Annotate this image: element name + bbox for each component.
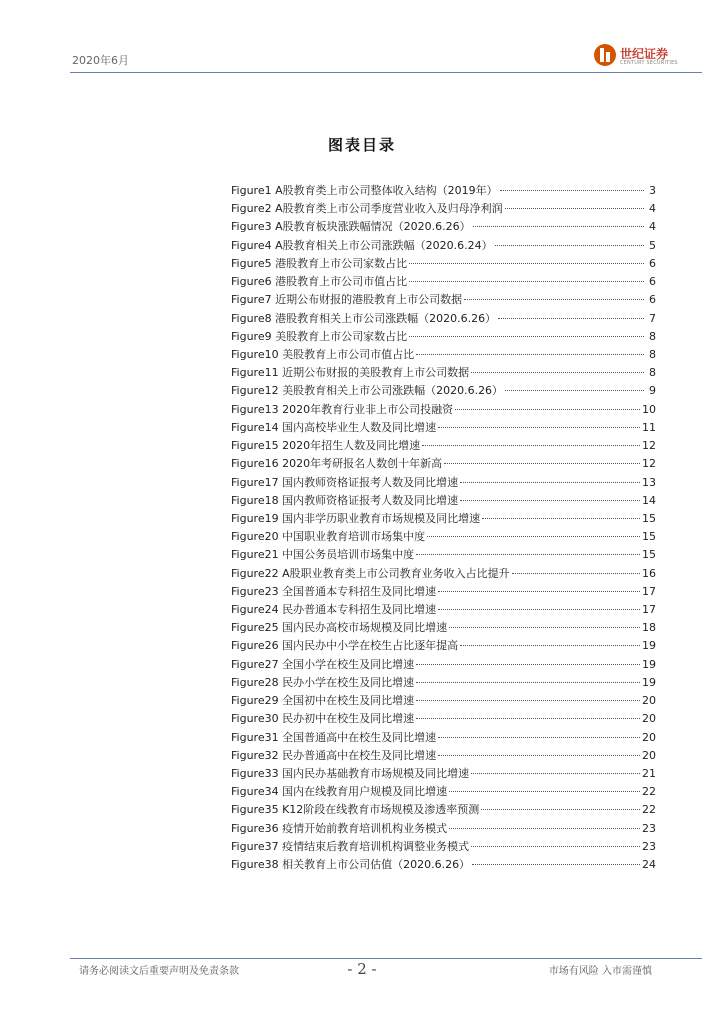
toc-entry[interactable] bbox=[231, 528, 656, 546]
toc-entry-page: 12 bbox=[642, 457, 656, 471]
toc-leader-dots bbox=[505, 390, 644, 391]
toc-leader-dots bbox=[464, 299, 644, 300]
toc-entry-label: Figure35 K12阶段在线教育市场规模及渗透率预测 bbox=[231, 803, 480, 817]
toc-entry-page: 17 bbox=[642, 584, 656, 598]
toc-entry-label: Figure10 美股教育上市公司市值占比 bbox=[231, 347, 415, 361]
toc-entry-page: 6 bbox=[649, 256, 656, 270]
toc-entry[interactable] bbox=[231, 200, 656, 218]
toc-entry-page: 4 bbox=[649, 220, 656, 234]
toc-entry-label: Figure37 疫情结束后教育培训机构调整业务模式 bbox=[231, 839, 470, 853]
toc-leader-dots bbox=[460, 645, 640, 646]
toc-leader-dots bbox=[495, 245, 644, 246]
toc-entry[interactable] bbox=[231, 455, 656, 473]
toc-entry-label: Figure3 A股教育板块涨跌幅情况（2020.6.26） bbox=[231, 220, 471, 234]
toc-entry-label: Figure30 民办初中在校生及同比增速 bbox=[231, 712, 415, 726]
toc-leader-dots bbox=[460, 500, 640, 501]
toc-entry[interactable] bbox=[231, 310, 656, 328]
toc-leader-dots bbox=[472, 864, 640, 865]
toc-leader-dots bbox=[500, 190, 644, 191]
toc-entry[interactable] bbox=[231, 401, 656, 419]
toc-entry-label: Figure2 A股教育类上市公司季度营业收入及归母净利润 bbox=[231, 202, 503, 216]
toc-entry[interactable] bbox=[231, 291, 656, 309]
toc-entry-page: 15 bbox=[642, 530, 656, 544]
toc-entry[interactable] bbox=[231, 619, 656, 637]
toc-entry[interactable] bbox=[231, 583, 656, 601]
toc-entry-label: Figure6 港股教育上市公司市值占比 bbox=[231, 275, 408, 289]
toc-entry-page: 10 bbox=[642, 402, 656, 416]
toc-entry-label: Figure4 A股教育相关上市公司涨跌幅（2020.6.24） bbox=[231, 238, 493, 252]
toc-leader-dots bbox=[473, 226, 644, 227]
toc-entry-label: Figure14 国内高校毕业生人数及同比增速 bbox=[231, 420, 437, 434]
toc-entry-page: 23 bbox=[642, 821, 656, 835]
toc-entry-page: 20 bbox=[642, 712, 656, 726]
toc-entry-page: 22 bbox=[642, 803, 656, 817]
toc-leader-dots bbox=[481, 809, 640, 810]
toc-entry-label: Figure34 国内在线教育用户规模及同比增速 bbox=[231, 785, 448, 799]
toc-entry-page: 8 bbox=[649, 366, 656, 380]
toc-entry-label: Figure22 A股职业教育类上市公司教育业务收入占比提升 bbox=[231, 566, 510, 580]
toc-entry[interactable] bbox=[231, 546, 656, 564]
toc-entry-label: Figure13 2020年教育行业非上市公司投融资 bbox=[231, 402, 454, 416]
toc-entry-page: 19 bbox=[642, 657, 656, 671]
toc-leader-dots bbox=[409, 336, 644, 337]
toc-entry-label: Figure5 港股教育上市公司家数占比 bbox=[231, 256, 408, 270]
toc-entry[interactable] bbox=[231, 820, 656, 838]
toc-entry[interactable] bbox=[231, 729, 656, 747]
toc-entry-page: 6 bbox=[649, 293, 656, 307]
toc-entry-label: Figure9 美股教育上市公司家数占比 bbox=[231, 329, 408, 343]
toc-entry-label: Figure25 国内民办高校市场规模及同比增速 bbox=[231, 621, 448, 635]
toc-entry-page: 20 bbox=[642, 730, 656, 744]
toc-entry-label: Figure31 全国普通高中在校生及同比增速 bbox=[231, 730, 437, 744]
toc-entry-page: 24 bbox=[642, 858, 656, 872]
toc-entry-label: Figure15 2020年招生人数及同比增速 bbox=[231, 439, 421, 453]
toc-entry-label: Figure18 国内教师资格证报考人数及同比增速 bbox=[231, 493, 459, 507]
toc-entry[interactable] bbox=[231, 255, 656, 273]
toc-entry[interactable] bbox=[231, 637, 656, 655]
toc-entry[interactable] bbox=[231, 492, 656, 510]
toc-entry-label: Figure20 中国职业教育培训市场集中度 bbox=[231, 530, 426, 544]
toc-entry[interactable] bbox=[231, 273, 656, 291]
toc-leader-dots bbox=[416, 554, 640, 555]
logo-name-en: CENTURY SECURITIES bbox=[620, 60, 678, 66]
toc-leader-dots bbox=[409, 263, 644, 264]
toc-leader-dots bbox=[455, 409, 640, 410]
header-date: 2020年6月 bbox=[72, 54, 129, 67]
toc-entry-page: 20 bbox=[642, 694, 656, 708]
toc-entry-label: Figure29 全国初中在校生及同比增速 bbox=[231, 694, 415, 708]
toc-entry[interactable] bbox=[231, 656, 656, 674]
toc-leader-dots bbox=[449, 828, 640, 829]
toc-entry[interactable] bbox=[231, 328, 656, 346]
toc-leader-dots bbox=[416, 700, 640, 701]
toc-leader-dots bbox=[416, 718, 640, 719]
toc-entry-page: 9 bbox=[649, 384, 656, 398]
toc-leader-dots bbox=[471, 372, 644, 373]
toc-leader-dots bbox=[416, 354, 644, 355]
toc-entry-page: 5 bbox=[649, 238, 656, 252]
toc-entry-page: 19 bbox=[642, 639, 656, 653]
toc-entry[interactable] bbox=[231, 565, 656, 583]
toc-entry[interactable] bbox=[231, 182, 656, 200]
toc-entry-page: 3 bbox=[649, 184, 656, 197]
toc-entry-label: Figure23 全国普通本专科招生及同比增速 bbox=[231, 584, 437, 598]
toc-entry-label: Figure1 A股教育类上市公司整体收入结构（2019年） bbox=[231, 184, 498, 197]
toc-leader-dots bbox=[416, 682, 640, 683]
toc-entry-label: Figure28 民办小学在校生及同比增速 bbox=[231, 675, 415, 689]
company-logo bbox=[594, 44, 704, 72]
toc-entry[interactable] bbox=[231, 218, 656, 236]
toc-entry[interactable] bbox=[231, 856, 656, 874]
toc-entry[interactable] bbox=[231, 237, 656, 255]
toc-entry-label: Figure32 民办普通高中在校生及同比增速 bbox=[231, 748, 437, 762]
toc-leader-dots bbox=[512, 573, 640, 574]
toc-entry-label: Figure24 民办普通本专科招生及同比增速 bbox=[231, 603, 437, 617]
toc-leader-dots bbox=[422, 445, 640, 446]
toc-entry[interactable] bbox=[231, 838, 656, 856]
toc-leader-dots bbox=[449, 791, 640, 792]
toc-entry-page: 16 bbox=[642, 566, 656, 580]
toc-entry-page: 17 bbox=[642, 603, 656, 617]
toc-entry-label: Figure33 国内民办基础教育市场规模及同比增速 bbox=[231, 767, 470, 780]
toc-entry[interactable] bbox=[231, 692, 656, 710]
toc-entry-page: 6 bbox=[649, 275, 656, 289]
header-divider bbox=[70, 72, 702, 73]
toc-leader-dots bbox=[409, 281, 644, 282]
toc-entry[interactable] bbox=[231, 346, 656, 364]
toc-leader-dots bbox=[498, 318, 644, 319]
toc-leader-dots bbox=[449, 627, 640, 628]
footer-disclaimer: 请务必阅读文后重要声明及免责条款 bbox=[79, 966, 239, 977]
toc-leader-dots bbox=[482, 518, 640, 519]
toc-leader-dots bbox=[460, 482, 640, 483]
toc-entry[interactable] bbox=[231, 710, 656, 728]
logo-name-cn: 世纪证券 bbox=[620, 47, 669, 61]
footer-risk-warning: 市场有风险 入市需谨慎 bbox=[548, 966, 652, 977]
toc-entry-page: 13 bbox=[642, 475, 656, 489]
toc-leader-dots bbox=[438, 755, 640, 756]
toc-leader-dots bbox=[471, 773, 640, 774]
toc-entry[interactable] bbox=[231, 747, 656, 765]
toc-entry-page: 12 bbox=[642, 439, 656, 453]
toc-entry-page: 7 bbox=[649, 311, 656, 325]
footer-divider bbox=[70, 958, 702, 959]
toc-entry-label: Figure7 近期公布财报的港股教育上市公司数据 bbox=[231, 293, 463, 307]
toc-entry-label: Figure16 2020年考研报名人数创十年新高 bbox=[231, 457, 443, 471]
toc-list bbox=[231, 182, 656, 874]
toc-entry-page: 11 bbox=[642, 420, 656, 434]
toc-entry[interactable] bbox=[231, 783, 656, 801]
toc-entry[interactable] bbox=[231, 765, 656, 783]
toc-leader-dots bbox=[438, 591, 640, 592]
toc-entry[interactable] bbox=[231, 801, 656, 819]
toc-entry[interactable] bbox=[231, 474, 656, 492]
toc-leader-dots bbox=[438, 427, 640, 428]
toc-entry-label: Figure38 相关教育上市公司估值（2020.6.26） bbox=[231, 858, 471, 872]
toc-title: 图表目录 bbox=[327, 136, 396, 154]
toc-entry[interactable] bbox=[231, 510, 656, 528]
toc-entry-page: 15 bbox=[642, 548, 656, 562]
toc-leader-dots bbox=[471, 846, 640, 847]
toc-leader-dots bbox=[444, 463, 640, 464]
toc-leader-dots bbox=[427, 536, 640, 537]
toc-leader-dots bbox=[438, 609, 640, 610]
toc-entry-label: Figure11 近期公布财报的美股教育上市公司数据 bbox=[231, 366, 470, 380]
page-number: - 2 - bbox=[347, 960, 377, 978]
toc-entry-page: 20 bbox=[642, 748, 656, 762]
toc-entry[interactable] bbox=[231, 364, 656, 382]
toc-leader-dots bbox=[438, 737, 640, 738]
logo-icon bbox=[594, 44, 616, 66]
toc-entry[interactable] bbox=[231, 419, 656, 437]
toc-entry-page: 21 bbox=[642, 767, 656, 780]
toc-entry-label: Figure36 疫情开始前教育培训机构业务模式 bbox=[231, 821, 448, 835]
toc-entry-page: 15 bbox=[642, 511, 656, 525]
toc-entry-page: 4 bbox=[649, 202, 656, 216]
toc-entry-label: Figure12 美股教育相关上市公司涨跌幅（2020.6.26） bbox=[231, 384, 504, 398]
toc-entry-page: 18 bbox=[642, 621, 656, 635]
toc-entry-label: Figure17 国内教师资格证报考人数及同比增速 bbox=[231, 475, 459, 489]
toc-entry-label: Figure8 港股教育相关上市公司涨跌幅（2020.6.26） bbox=[231, 311, 497, 325]
toc-entry-label: Figure26 国内民办中小学在校生占比逐年提高 bbox=[231, 639, 459, 653]
toc-leader-dots bbox=[416, 664, 640, 665]
toc-entry[interactable] bbox=[231, 437, 656, 455]
toc-entry-label: Figure21 中国公务员培训市场集中度 bbox=[231, 548, 415, 562]
toc-entry-page: 23 bbox=[642, 839, 656, 853]
toc-entry[interactable] bbox=[231, 674, 656, 692]
toc-leader-dots bbox=[505, 208, 644, 209]
toc-entry-label: Figure19 国内非学历职业教育市场规模及同比增速 bbox=[231, 511, 481, 525]
toc-entry[interactable] bbox=[231, 382, 656, 400]
toc-entry-page: 8 bbox=[649, 329, 656, 343]
toc-entry-page: 14 bbox=[642, 493, 656, 507]
toc-entry-page: 8 bbox=[649, 347, 656, 361]
toc-entry-page: 22 bbox=[642, 785, 656, 799]
toc-entry-label: Figure27 全国小学在校生及同比增速 bbox=[231, 657, 415, 671]
toc-entry[interactable] bbox=[231, 601, 656, 619]
toc-entry-page: 19 bbox=[642, 675, 656, 689]
